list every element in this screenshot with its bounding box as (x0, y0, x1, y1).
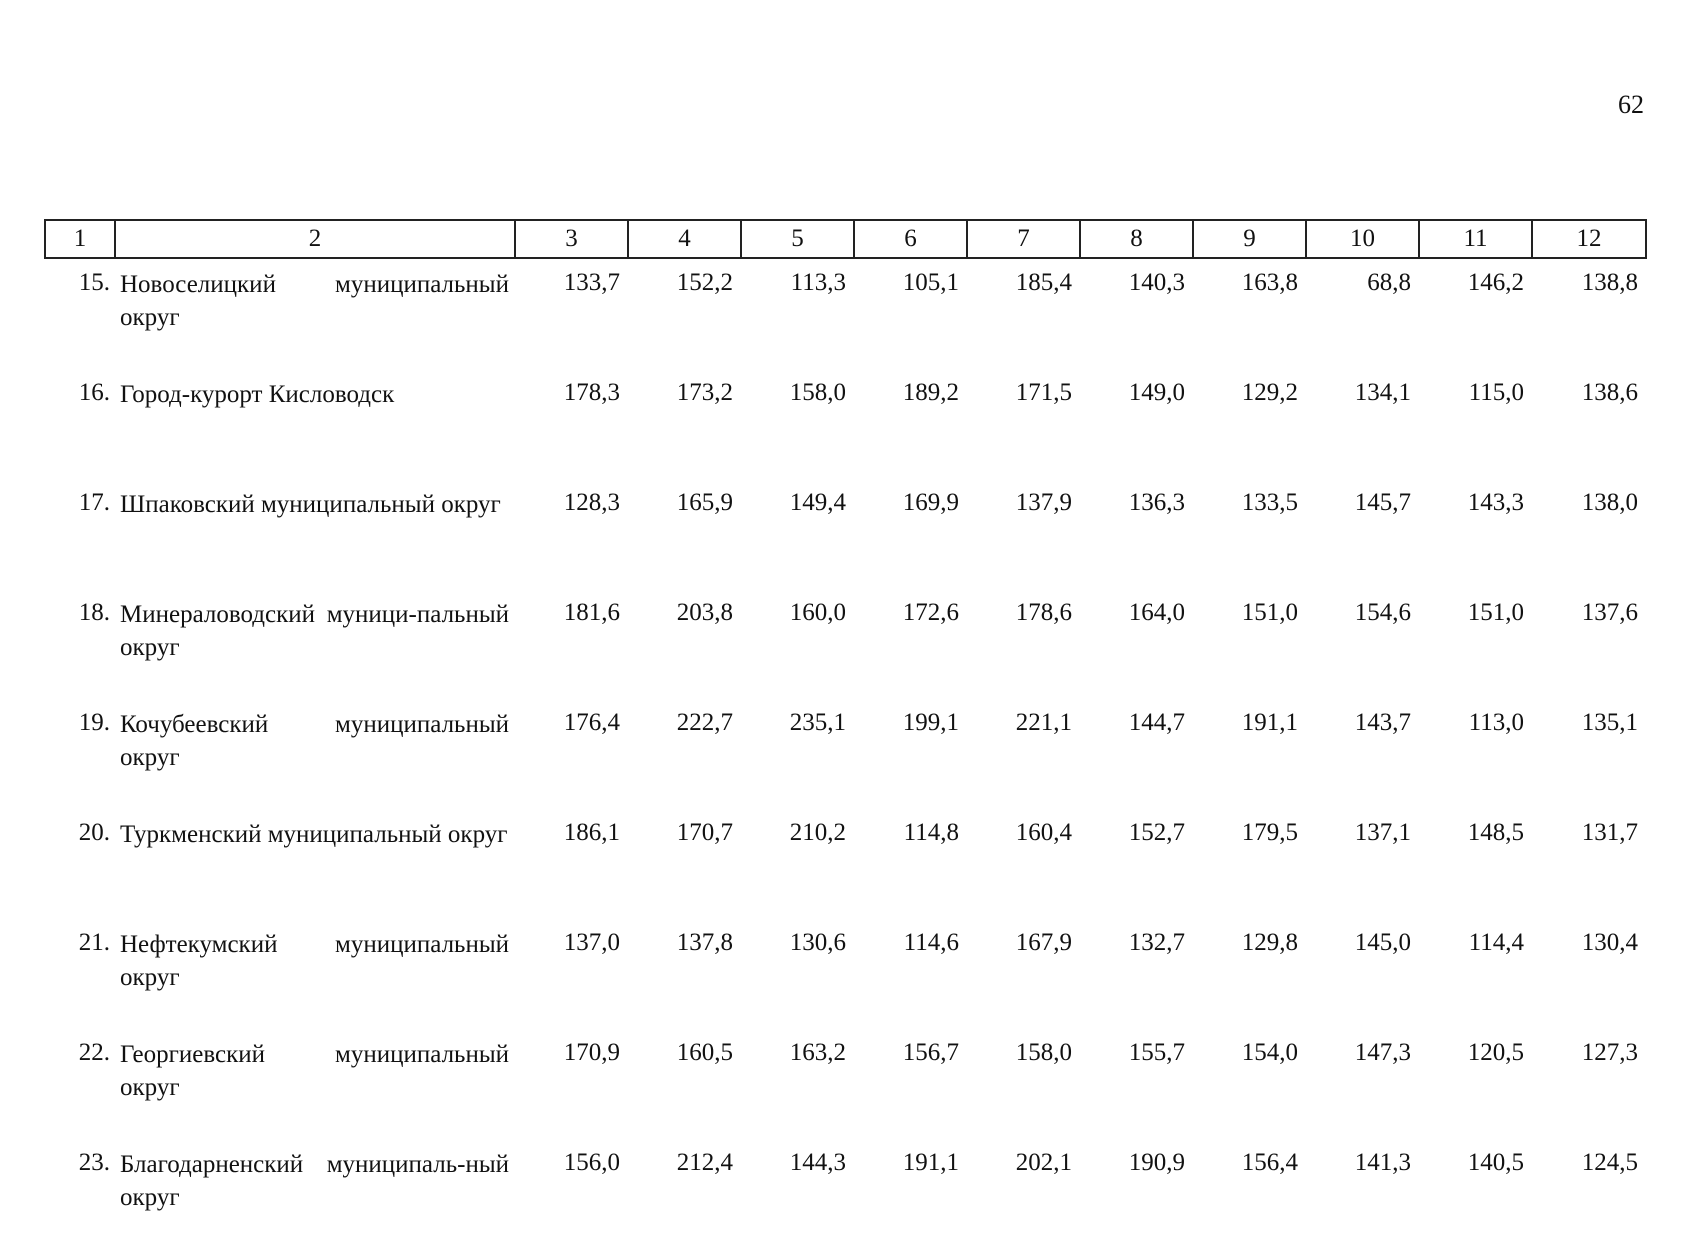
column-header: 6 (854, 220, 967, 258)
value-cell: 169,9 (902, 489, 959, 516)
value-cell: 178,3 (563, 379, 620, 406)
row-number: 21. (78, 929, 110, 956)
table-row (45, 809, 1646, 919)
district-cell (45, 589, 515, 699)
table-row (45, 479, 1646, 589)
district-name: Город-курорт Кисловодск (120, 381, 395, 408)
value-cell: 171,5 (1015, 379, 1072, 406)
value-cell: 149,0 (1128, 379, 1185, 406)
value-cell: 134,1 (1354, 379, 1411, 406)
value-cell: 138,8 (1581, 269, 1638, 296)
value-cell: 151,0 (1241, 599, 1298, 626)
value-cell: 129,8 (1241, 929, 1298, 956)
row-number: 19. (78, 709, 110, 736)
district-cell (45, 699, 515, 809)
value-cell: 160,5 (676, 1039, 733, 1066)
value-cell: 140,5 (1467, 1149, 1524, 1176)
value-cell: 136,3 (1128, 489, 1185, 516)
value-cell: 155,7 (1128, 1039, 1185, 1066)
column-header: 2 (115, 220, 515, 258)
value-cell: 191,1 (902, 1149, 959, 1176)
table-row (45, 369, 1646, 479)
value-cell: 160,0 (789, 599, 846, 626)
value-cell: 172,6 (902, 599, 959, 626)
value-cell: 141,3 (1354, 1149, 1411, 1176)
value-cell: 144,7 (1128, 709, 1185, 736)
value-cell: 154,0 (1241, 1039, 1298, 1066)
value-cell: 156,0 (563, 1149, 620, 1176)
value-cell: 145,7 (1354, 489, 1411, 516)
value-cell: 164,0 (1128, 599, 1185, 626)
district-name: Туркменский муниципальный округ (120, 821, 508, 848)
value-cell: 143,7 (1354, 709, 1411, 736)
value-cell: 137,0 (563, 929, 620, 956)
row-number: 18. (78, 599, 110, 626)
value-cell: 176,4 (563, 709, 620, 736)
value-cell: 190,9 (1128, 1149, 1185, 1176)
district-cell (45, 258, 515, 369)
value-cell: 170,9 (563, 1039, 620, 1066)
column-header: 7 (967, 220, 1080, 258)
value-cell: 144,3 (789, 1149, 846, 1176)
value-cell: 120,5 (1467, 1039, 1524, 1066)
value-cell: 191,1 (1241, 709, 1298, 736)
district-name: Минераловодский муници-пальный округ (120, 601, 509, 661)
value-cell: 114,6 (903, 929, 959, 956)
district-name: Шпаковский муниципальный округ (120, 491, 501, 518)
value-cell: 181,6 (563, 599, 620, 626)
table-body (45, 258, 1646, 1249)
district-cell (45, 1029, 515, 1139)
value-cell: 151,0 (1467, 599, 1524, 626)
value-cell: 143,3 (1467, 489, 1524, 516)
district-cell (45, 809, 515, 919)
value-cell: 235,1 (789, 709, 846, 736)
value-cell: 179,5 (1241, 819, 1298, 846)
table-row (45, 699, 1646, 809)
value-cell: 158,0 (789, 379, 846, 406)
value-cell: 140,3 (1128, 269, 1185, 296)
column-header: 4 (628, 220, 741, 258)
district-cell (45, 919, 515, 1029)
value-cell: 163,8 (1241, 269, 1298, 296)
column-header: 3 (515, 220, 628, 258)
value-cell: 127,3 (1581, 1039, 1638, 1066)
value-cell: 173,2 (676, 379, 733, 406)
value-cell: 199,1 (902, 709, 959, 736)
value-cell: 178,6 (1015, 599, 1072, 626)
value-cell: 221,1 (1015, 709, 1072, 736)
value-cell: 147,3 (1354, 1039, 1411, 1066)
table-row (45, 589, 1646, 699)
value-cell: 203,8 (676, 599, 733, 626)
value-cell: 156,7 (902, 1039, 959, 1066)
value-cell: 133,7 (563, 269, 620, 296)
value-cell: 137,9 (1015, 489, 1072, 516)
district-cell (45, 1139, 515, 1249)
row-number: 17. (78, 489, 110, 516)
district-cell (45, 369, 515, 479)
value-cell: 222,7 (676, 709, 733, 736)
value-cell: 129,2 (1241, 379, 1298, 406)
value-cell: 167,9 (1015, 929, 1072, 956)
value-cell: 130,6 (789, 929, 846, 956)
value-cell: 138,6 (1581, 379, 1638, 406)
value-cell: 160,4 (1015, 819, 1072, 846)
row-number: 20. (78, 819, 110, 846)
column-header: 10 (1306, 220, 1419, 258)
value-cell: 163,2 (789, 1039, 846, 1066)
value-cell: 137,8 (676, 929, 733, 956)
value-cell: 158,0 (1015, 1039, 1072, 1066)
value-cell: 113,0 (1468, 709, 1524, 736)
value-cell: 105,1 (902, 269, 959, 296)
value-cell: 212,4 (676, 1149, 733, 1176)
value-cell: 189,2 (902, 379, 959, 406)
district-name: Новоселицкий муниципальный округ (120, 271, 509, 331)
table-row (45, 919, 1646, 1029)
value-cell: 114,8 (903, 819, 959, 846)
value-cell: 137,1 (1354, 819, 1411, 846)
district-name: Георгиевский муниципальный округ (120, 1041, 509, 1101)
column-header: 9 (1193, 220, 1306, 258)
value-cell: 186,1 (563, 819, 620, 846)
table-row (45, 258, 1646, 369)
district-name: Благодарненский муниципаль-ный округ (120, 1151, 509, 1211)
row-number: 22. (78, 1039, 110, 1066)
value-cell: 210,2 (789, 819, 846, 846)
value-cell: 152,7 (1128, 819, 1185, 846)
value-cell: 170,7 (676, 819, 733, 846)
value-cell: 114,4 (1468, 929, 1524, 956)
value-cell: 115,0 (1468, 379, 1524, 406)
row-number: 23. (78, 1149, 110, 1176)
district-cell (45, 479, 515, 589)
value-cell: 132,7 (1128, 929, 1185, 956)
data-table (44, 219, 1647, 1249)
column-header: 12 (1532, 220, 1646, 258)
value-cell: 113,3 (790, 269, 846, 296)
value-cell: 185,4 (1015, 269, 1072, 296)
value-cell: 154,6 (1354, 599, 1411, 626)
value-cell: 133,5 (1241, 489, 1298, 516)
value-cell: 135,1 (1581, 709, 1638, 736)
value-cell: 146,2 (1467, 269, 1524, 296)
value-cell: 131,7 (1581, 819, 1638, 846)
value-cell: 148,5 (1467, 819, 1524, 846)
value-cell: 68,8 (1367, 269, 1411, 296)
value-cell: 149,4 (789, 489, 846, 516)
value-cell: 128,3 (563, 489, 620, 516)
header-row (45, 220, 1646, 258)
value-cell: 202,1 (1015, 1149, 1072, 1176)
value-cell: 124,5 (1581, 1149, 1638, 1176)
district-name: Нефтекумский муниципальный округ (120, 931, 509, 991)
value-cell: 137,6 (1581, 599, 1638, 626)
value-cell: 145,0 (1354, 929, 1411, 956)
table-row (45, 1139, 1646, 1249)
row-number: 16. (78, 379, 110, 406)
column-header: 11 (1419, 220, 1532, 258)
column-header: 5 (741, 220, 854, 258)
value-cell: 165,9 (676, 489, 733, 516)
table-row (45, 1029, 1646, 1139)
page-number: 62 (1618, 90, 1644, 119)
district-name: Кочубеевский муниципальный округ (120, 711, 509, 771)
value-cell: 156,4 (1241, 1149, 1298, 1176)
column-header: 8 (1080, 220, 1193, 258)
value-cell: 138,0 (1581, 489, 1638, 516)
column-header: 1 (45, 220, 115, 258)
row-number: 15. (78, 269, 110, 296)
value-cell: 152,2 (676, 269, 733, 296)
value-cell: 130,4 (1581, 929, 1638, 956)
